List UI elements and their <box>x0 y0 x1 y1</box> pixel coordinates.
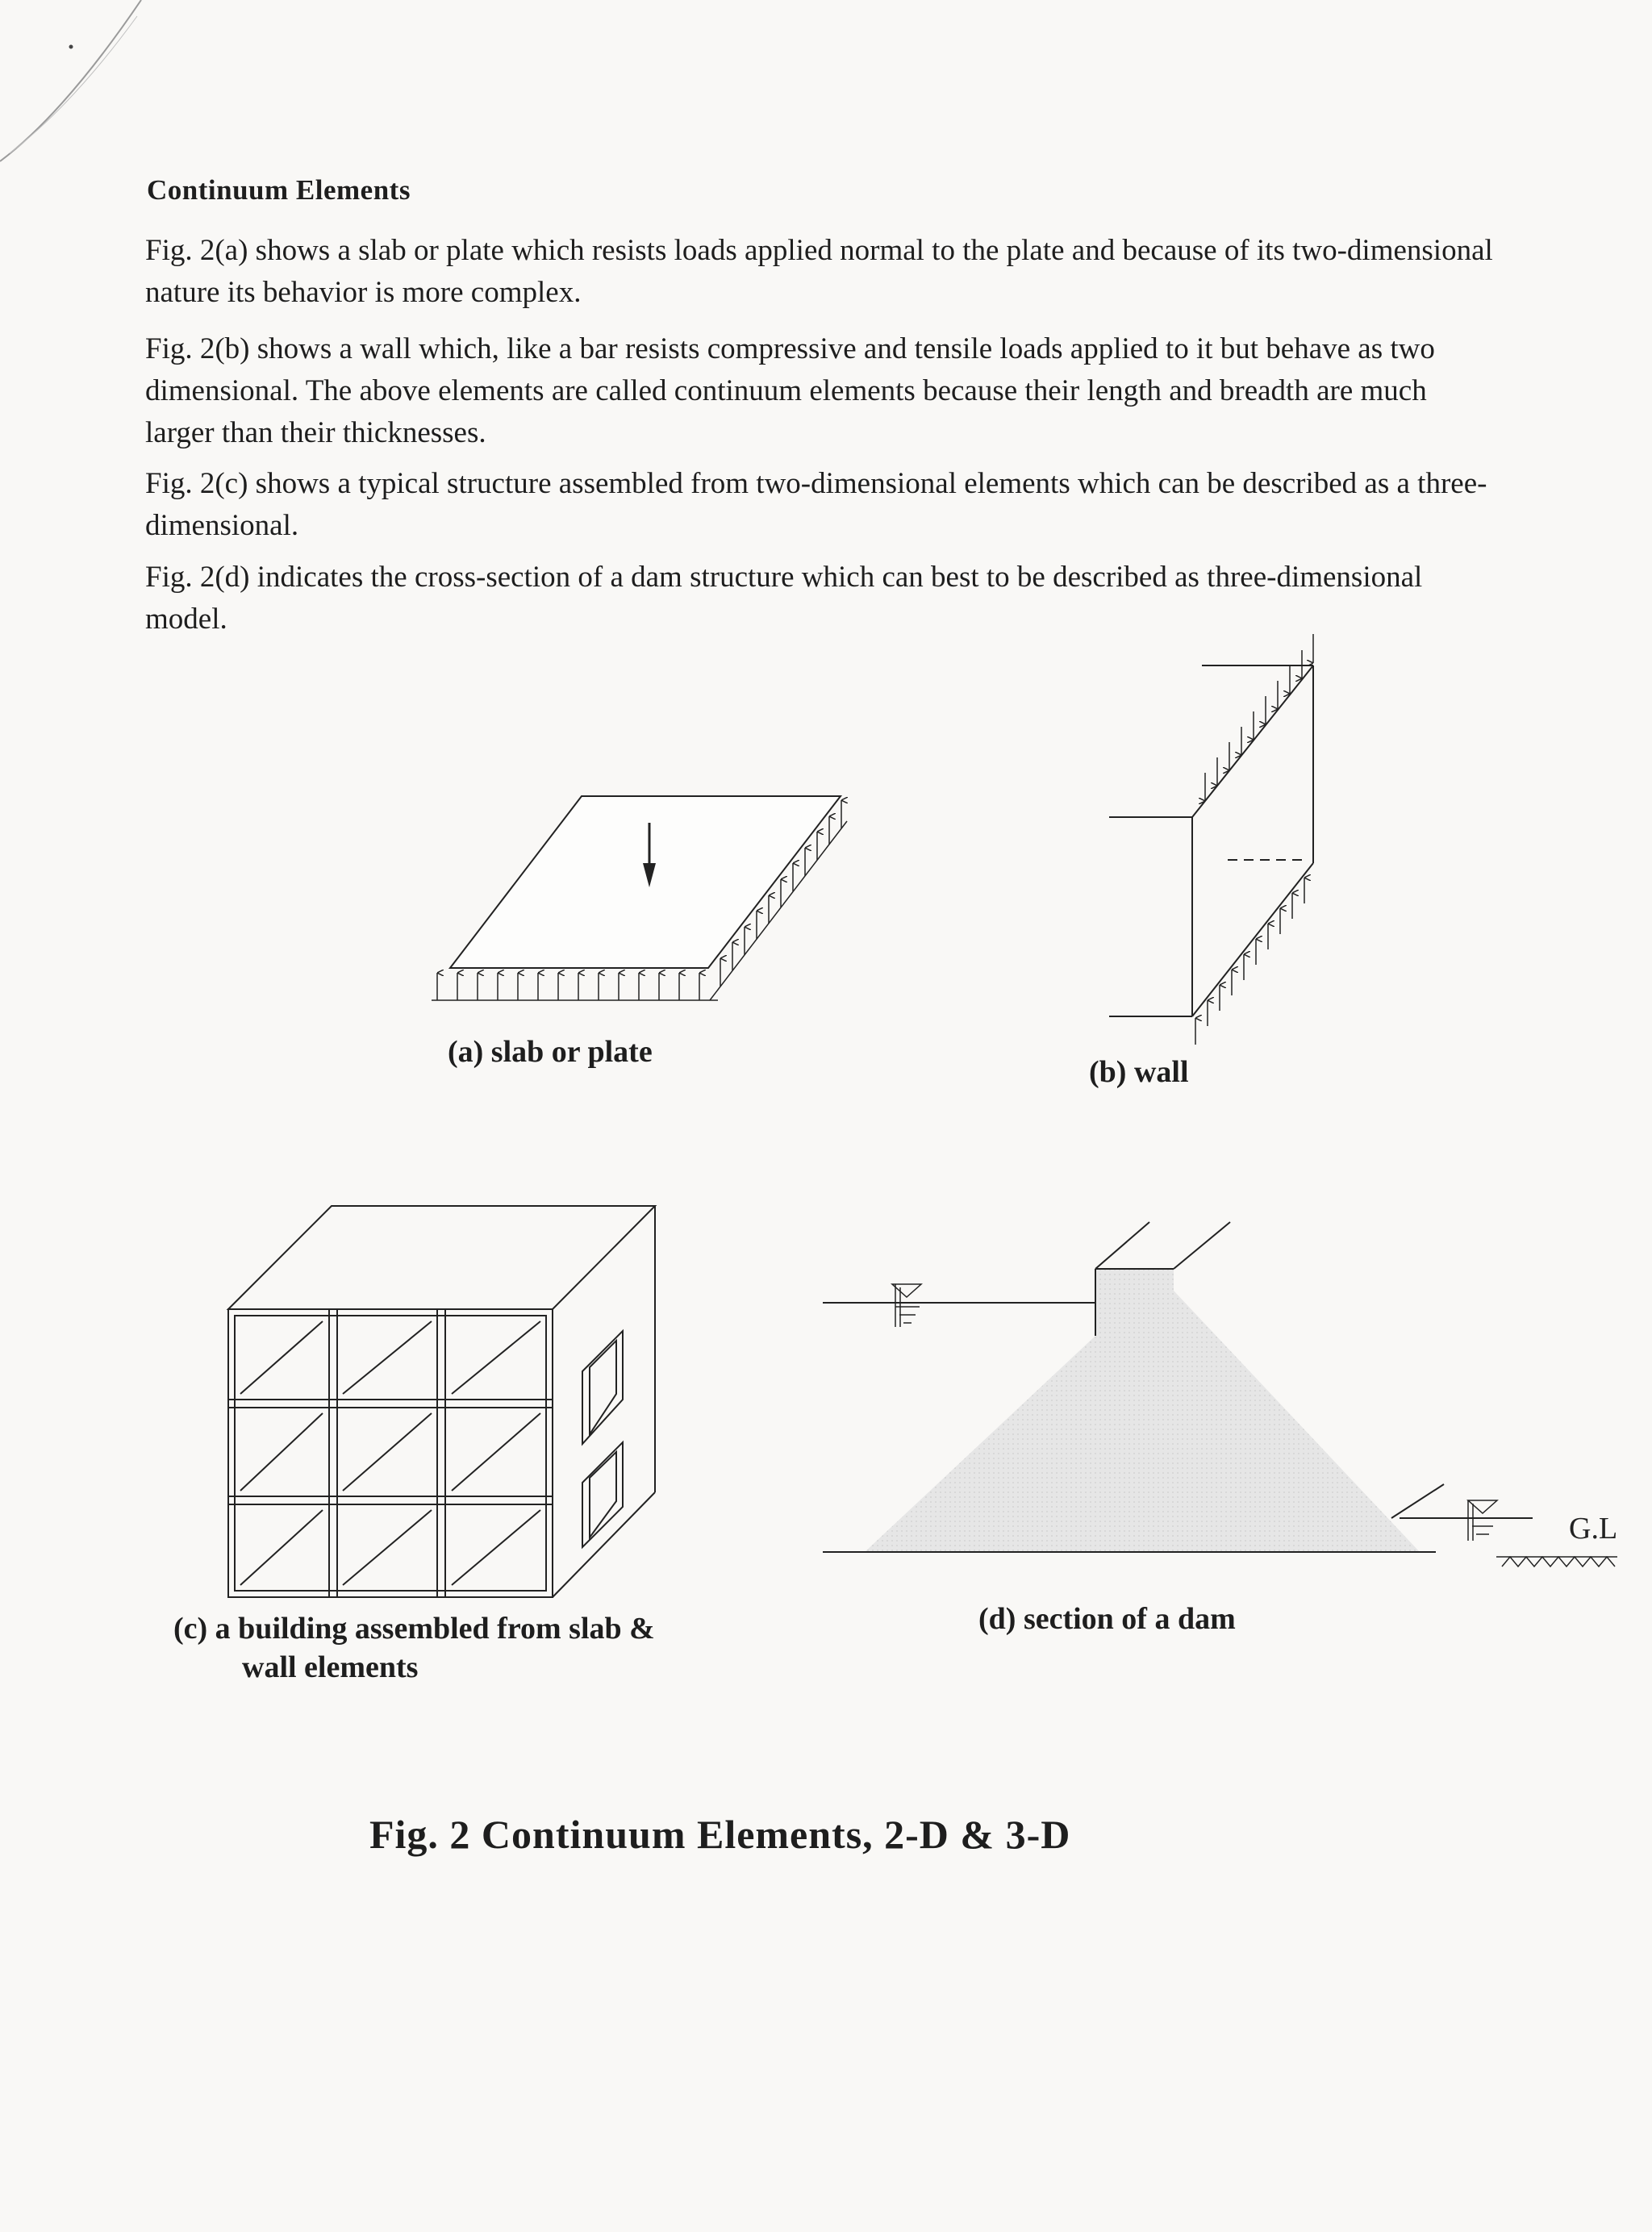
water-level-icon <box>892 1284 921 1327</box>
tailwater-level-icon <box>1468 1500 1497 1541</box>
figure-title: Fig. 2 Continuum Elements, 2-D & 3-D <box>369 1812 1071 1857</box>
dam-section-figure <box>823 1222 1617 1567</box>
slab-plate-figure <box>432 796 847 1000</box>
caption-d: (d) section of a dam <box>978 1602 1236 1636</box>
ground-hatch-icon <box>1496 1557 1617 1567</box>
caption-b: (b) wall <box>1089 1055 1189 1089</box>
caption-c-line1: (c) a building assembled from slab & <box>173 1612 655 1646</box>
front-edge-reactions <box>432 973 718 1000</box>
wall-bottom-reactions <box>1195 878 1304 1045</box>
page-corner-marks <box>0 0 141 161</box>
section-heading: Continuum Elements <box>147 174 411 206</box>
wall-figure <box>1109 634 1313 1045</box>
caption-a: (a) slab or plate <box>448 1035 653 1069</box>
wall-top-loads <box>1205 634 1313 801</box>
caption-c-line2: wall elements <box>242 1650 419 1684</box>
paragraph-fig-2b: Fig. 2(b) shows a wall which, like a bar resists compressive and tensile loads applied to it but behave as two dimensional. The above elements are called continuum elements because their length and breadth are much larger than their thicknesses. <box>145 332 1435 449</box>
paragraph-fig-2c: Fig. 2(c) shows a typical structure assembled from two-dimensional elements which can be described as a three-dimensional. <box>145 467 1487 542</box>
ground-level-label: G.L <box>1569 1512 1618 1546</box>
paragraph-fig-2a: Fig. 2(a) shows a slab or plate which resists loads applied normal to the plate and because of its two-dimensional nature its behavior is more complex. <box>145 234 1493 309</box>
paragraph-fig-2d: Fig. 2(d) indicates the cross-section of a dam structure which can best to be described as three-dimensional model. <box>145 561 1423 636</box>
building-figure <box>228 1206 655 1597</box>
